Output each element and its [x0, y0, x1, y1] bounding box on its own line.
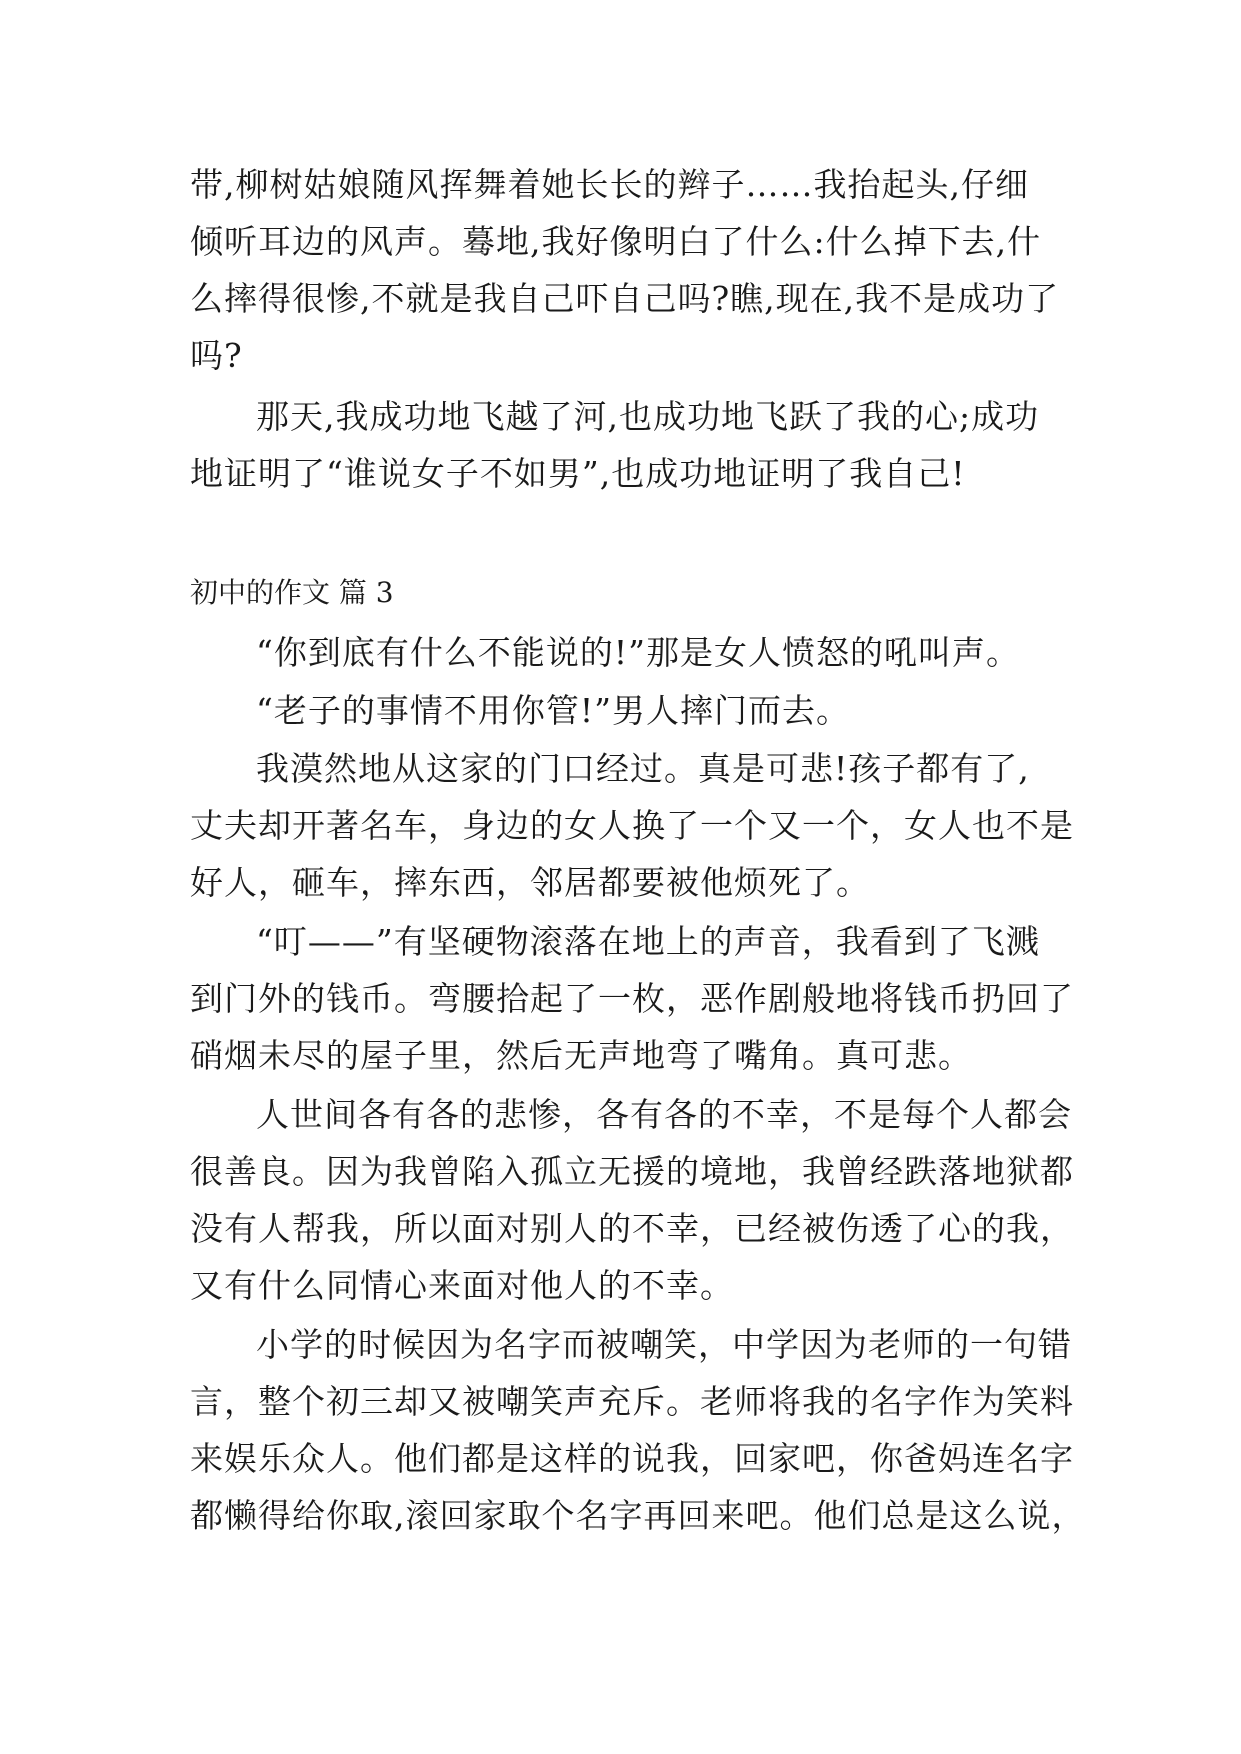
- section-heading: 初中的作文 篇 3: [190, 576, 394, 609]
- paragraph-line: 我漠然地从这家的门口经过。真是可悲!孩子都有了,: [256, 749, 1030, 788]
- paragraph-line: “老子的事情不用你管!”男人摔门而去。: [256, 691, 851, 730]
- paragraph-line: 倾听耳边的风声。蓦地,我好像明白了什么:什么掉下去,什: [190, 222, 1042, 261]
- paragraph-line: 很善良。因为我曾陷入孤立无援的境地，我曾经跌落地狱都: [190, 1152, 1074, 1191]
- document-page: [190, 0, 1086, 1754]
- paragraph-line: 吗?: [190, 336, 243, 375]
- paragraph-line: 那天,我成功地飞越了河,也成功地飞跃了我的心;成功: [256, 397, 1040, 436]
- paragraph-line: 没有人帮我，所以面对别人的不幸，已经被伤透了心的我，: [190, 1209, 1074, 1248]
- paragraph-line: 人世间各有各的悲惨，各有各的不幸，不是每个人都会: [256, 1095, 1072, 1134]
- paragraph-line: 到门外的钱币。弯腰拾起了一枚，恶作剧般地将钱币扔回了: [190, 979, 1074, 1018]
- paragraph-line: “你到底有什么不能说的!”那是女人愤怒的吼叫声。: [256, 633, 1021, 672]
- paragraph-line: 好人，砸车，摔东西，邻居都要被他烦死了。: [190, 863, 870, 902]
- paragraph-line: 丈夫却开著名车，身边的女人换了一个又一个，女人也不是: [190, 806, 1074, 845]
- paragraph-line: 么摔得很惨,不就是我自己吓自己吗?瞧,现在,我不是成功了: [190, 279, 1060, 318]
- paragraph-line: 都懒得给你取,滚回家取个名字再回来吧。他们总是这么说，: [190, 1496, 1086, 1535]
- paragraph-line: 言，整个初三却又被嘲笑声充斥。老师将我的名字作为笑料: [190, 1382, 1074, 1421]
- paragraph-line: “叮——”有坚硬物滚落在地上的声音，我看到了飞溅: [256, 922, 1040, 961]
- paragraph-line: 硝烟未尽的屋子里，然后无声地弯了嘴角。真可悲。: [190, 1036, 972, 1075]
- paragraph-line: 来娱乐众人。他们都是这样的说我，回家吧，你爸妈连名字: [190, 1439, 1074, 1478]
- paragraph-line: 又有什么同情心来面对他人的不幸。: [190, 1266, 734, 1305]
- paragraph-line: 地证明了“谁说女子不如男”,也成功地证明了我自己!: [190, 454, 966, 493]
- paragraph-line: 带,柳树姑娘随风挥舞着她长长的辫子……我抬起头,仔细: [190, 165, 1029, 204]
- paragraph-line: 小学的时候因为名字而被嘲笑，中学因为老师的一句错: [256, 1325, 1072, 1364]
